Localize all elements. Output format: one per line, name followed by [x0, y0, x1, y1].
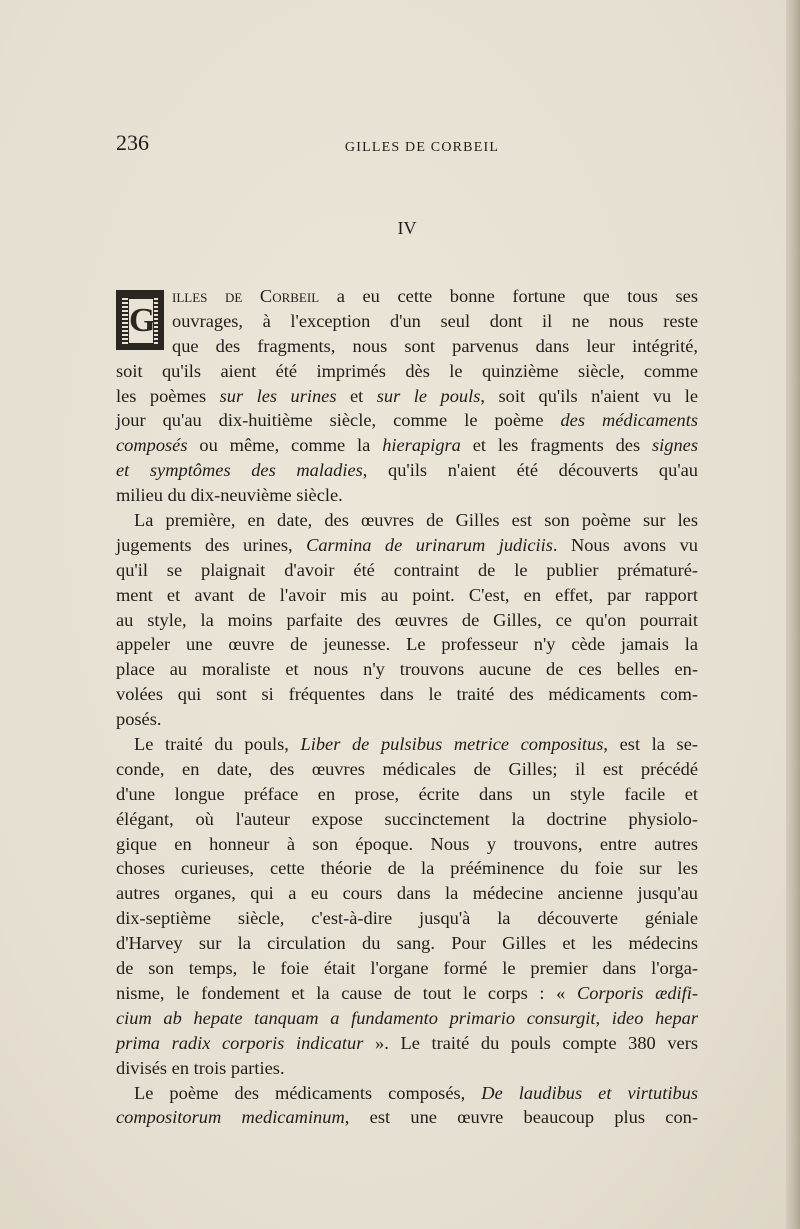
- text-span: . Nous avons vu: [552, 534, 699, 555]
- text-line: appeler une œuvre de jeunesse. Le professeur n'y cède jamais la: [116, 634, 698, 655]
- italic-title: Liber de pulsibus metrice compositus: [300, 734, 604, 755]
- latin-quote: cium ab hepate tanquam a fundamento primario consurgit, ideo hepar: [116, 1007, 698, 1028]
- italic-title: Carmina de urinarum judiciis: [306, 534, 553, 555]
- text-line: qu'il se plaignait d'avoir été contraint de le publier prématuré-: [116, 559, 698, 580]
- text-line: La première, en date, des œuvres de Gilles est son poème sur les: [134, 510, 698, 531]
- italic-title: et symptômes des maladies: [116, 460, 363, 481]
- text-line: [116, 433, 698, 458]
- text-span: et les fragments des: [460, 435, 652, 456]
- text-line: dix-septième siècle, c'est-à-dire jusqu'à la découverte géniale: [116, 908, 698, 929]
- text-line: [116, 981, 698, 1006]
- text-line: [116, 1031, 698, 1056]
- text-line: divisés en trois parties.: [116, 1057, 285, 1078]
- text-span: , soit qu'ils n'aient vu le: [480, 385, 698, 406]
- latin-quote: Corporis ædifi-: [577, 982, 698, 1003]
- text-line: gique en honneur à son époque. Nous y trouvons, entre autres: [116, 833, 698, 854]
- text-line: [116, 1081, 698, 1106]
- text-line: ment et avant de l'avoir mis au point. C'est, en effet, par rapport: [116, 584, 698, 605]
- page-edge: [786, 0, 800, 1229]
- text-line: [116, 408, 698, 433]
- italic-title: des médicaments: [560, 410, 699, 431]
- running-title: GILLES DE CORBEIL: [344, 140, 500, 155]
- text-span: Le traité du pouls,: [134, 734, 301, 755]
- text-line: ouvrages, à l'exception d'un seul dont il ne nous reste: [172, 310, 698, 331]
- text-span: a eu cette bonne fortune que tous ses: [319, 286, 698, 306]
- text-line: que des fragments, nous sont parvenus dans leur intégrité,: [172, 335, 698, 356]
- text-line: volées qui sont si fréquentes dans le traité des médicaments com-: [116, 684, 698, 705]
- text-line: [116, 1006, 698, 1031]
- text-line: posés.: [116, 709, 162, 730]
- body-text: [116, 284, 698, 1130]
- text-span: , est la se-: [603, 734, 699, 755]
- text-line: [116, 732, 698, 757]
- text-span: les poèmes: [116, 385, 220, 406]
- italic-title: compositorum medicaminum: [116, 1107, 345, 1128]
- text-line: [116, 284, 698, 309]
- text-line: place au moraliste et nous n'y trouvons aucune de ces belles en-: [116, 659, 698, 680]
- page-number: 236: [116, 130, 149, 155]
- text-span: et: [336, 385, 377, 406]
- italic-title: hierapigra: [382, 435, 461, 456]
- italic-title: signes: [652, 435, 698, 456]
- italic-title: composés: [116, 435, 188, 456]
- text-line: autres organes, qui a eu cours dans la médecine ancienne jusqu'au: [116, 883, 698, 904]
- text-span: jour qu'au dix-huitième siècle, comme le poème: [116, 410, 561, 431]
- dropcap-letter: G: [128, 298, 154, 344]
- text-line: d'une longue préface en prose, écrite dans un style facile et: [116, 783, 698, 804]
- text-line: choses curieuses, cette théorie de la prééminence du foie sur les: [116, 858, 698, 879]
- text-line: conde, en date, des œuvres médicales de Gilles; il est précédé: [116, 758, 698, 779]
- italic-title: De laudibus et virtutibus: [481, 1082, 698, 1103]
- text-line: [116, 533, 698, 558]
- italic-title: sur les urines: [219, 385, 337, 406]
- text-span: jugements des urines,: [116, 534, 307, 555]
- text-line: élégant, où l'auteur expose succinctement la doctrine physiolo-: [116, 808, 698, 829]
- section-heading: IV: [397, 218, 417, 238]
- text-line: [116, 1105, 698, 1130]
- text-span: , est une œuvre beaucoup plus con-: [344, 1107, 698, 1128]
- text-line: [116, 384, 698, 409]
- text-line: d'Harvey sur la circulation du sang. Pour Gilles et les médecins: [116, 933, 698, 954]
- text-line: au style, la moins parfaite des œuvres de Gilles, ce qu'on pourrait: [116, 609, 698, 630]
- text-span: ou même, comme la: [187, 435, 383, 456]
- text-span: Le poème des médicaments composés,: [134, 1082, 482, 1103]
- page-header: [116, 130, 698, 160]
- text-line: soit qu'ils aient été imprimés dès le quinzième siècle, comme: [116, 360, 698, 381]
- text-span: nisme, le fondement et la cause de tout le corps : «: [116, 982, 577, 1003]
- italic-title: sur le pouls: [376, 385, 481, 406]
- text-line: [116, 458, 698, 483]
- author-name: illes de Corbeil: [172, 286, 320, 306]
- text-line: milieu du dix-neuvième siècle.: [116, 485, 343, 506]
- text-span: , qu'ils n'aient été découverts qu'au: [362, 460, 698, 481]
- latin-quote: prima radix corporis indicatur: [116, 1032, 364, 1053]
- text-span: ». Le traité du pouls compte 380 vers: [363, 1032, 698, 1053]
- text-line: de son temps, le foie était l'organe formé le premier dans l'orga-: [116, 958, 698, 979]
